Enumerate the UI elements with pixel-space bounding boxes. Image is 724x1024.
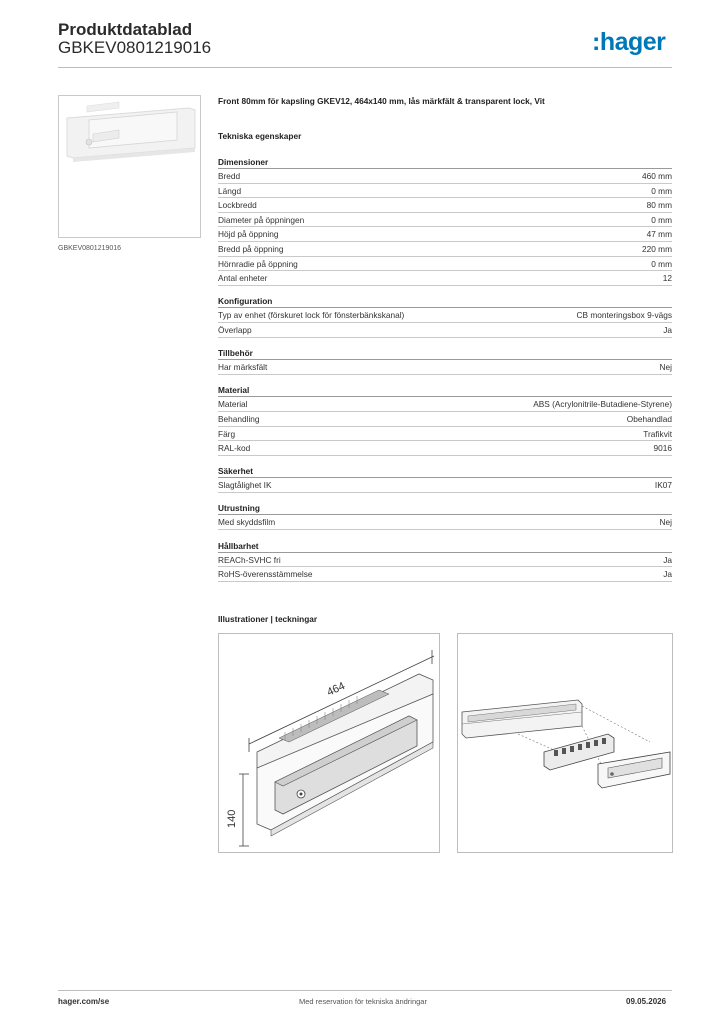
spec-label: Bredd [218, 171, 241, 181]
document-title: Produktdatablad [58, 20, 193, 39]
spec-value: Ja [663, 554, 672, 565]
tech-specs-heading: Tekniska egenskaper [218, 131, 302, 141]
image-caption: GBKEV0801219016 [58, 245, 122, 252]
spec-label: Bredd på öppning [218, 243, 284, 254]
section-title: Tillbehör [218, 347, 672, 360]
spec-label: Längd [218, 185, 242, 196]
spec-row [218, 227, 672, 242]
spec-label: Behandling [218, 413, 260, 424]
dimension-drawing [218, 633, 440, 853]
spec-value: Obehandlad [626, 413, 672, 424]
section-title: Konfiguration [218, 295, 672, 308]
spec-label: Diameter på öppningen [218, 214, 305, 225]
spec-section [218, 540, 672, 582]
spec-value: Ja [663, 324, 672, 335]
section-title: Säkerhet [218, 465, 672, 478]
spec-label: Färg [218, 428, 236, 439]
product-photo [58, 95, 201, 238]
spec-label: Typ av enhet (förskuret lock för fönsterbänkskanal) [218, 310, 405, 321]
spec-row [218, 427, 672, 442]
spec-row [218, 308, 672, 323]
spec-row [218, 184, 672, 199]
spec-row [218, 213, 672, 228]
assembly-drawing [457, 633, 673, 853]
section-title: Dimensioner [218, 156, 672, 169]
spec-value: 0 mm [651, 258, 672, 269]
spec-value: 0 mm [651, 185, 672, 196]
spec-section [218, 502, 672, 530]
spec-row [218, 257, 672, 272]
spec-value: Ja [663, 569, 672, 580]
footer-disclaimer: Med reservation för tekniska ändringar [299, 997, 427, 1006]
spec-row [218, 271, 672, 286]
footer-divider [58, 990, 672, 991]
spec-label: Har märksfält [218, 362, 268, 373]
spec-value: 80 mm [646, 200, 672, 211]
spec-row [218, 242, 672, 257]
spec-value: 220 mm [642, 243, 672, 254]
spec-label: RAL-kod [218, 443, 251, 454]
hager-logo: :hager [592, 28, 666, 56]
section-title: Hållbarhet [218, 540, 672, 553]
spec-row [218, 169, 672, 184]
section-title: Utrustning [218, 502, 672, 515]
spec-label: Höjd på öppning [218, 229, 279, 240]
footer-date: 09.05.2026 [626, 997, 667, 1006]
spec-section [218, 465, 672, 493]
spec-row [218, 478, 672, 493]
spec-row [218, 441, 672, 456]
spec-row [218, 515, 672, 530]
spec-value: Nej [659, 362, 672, 373]
spec-label: Med skyddsfilm [218, 517, 276, 528]
dimension-drawing-svg [219, 634, 439, 852]
spec-row [218, 412, 672, 427]
spec-label: Slagtålighet IK [218, 480, 272, 491]
spec-row [218, 198, 672, 213]
spec-label: Överlapp [218, 324, 252, 335]
spec-value: CB monteringsbox 9-vägs [576, 310, 672, 321]
spec-value: 12 [662, 273, 672, 284]
spec-row [218, 553, 672, 568]
spec-value: Trafikvit [643, 428, 672, 439]
spec-value: 0 mm [651, 214, 672, 225]
spec-section [218, 295, 672, 337]
spec-label: Material [218, 399, 248, 410]
product-front-image [59, 96, 200, 237]
spec-row [218, 323, 672, 338]
spec-value: Nej [659, 517, 672, 528]
spec-section [218, 156, 672, 286]
spec-label: REACh-SVHC fri [218, 554, 281, 565]
spec-section [218, 347, 672, 375]
spec-value: 9016 [653, 443, 672, 454]
spec-label: Lockbredd [218, 200, 257, 211]
spec-section [218, 384, 672, 455]
spec-value: ABS (Acrylonitrile-Butadiene-Styrene) [533, 399, 672, 410]
assembly-drawing-svg [458, 634, 672, 852]
product-title: Front 80mm för kapsling GKEV12, 464x140 mm, lås märkfält & transparent lock, Vit [218, 96, 545, 106]
width-dimension-label: 464 [325, 680, 347, 699]
spec-label: Hörnradie på öppning [218, 258, 298, 269]
spec-row [218, 397, 672, 412]
spec-row [218, 360, 672, 375]
section-title: Material [218, 384, 672, 397]
spec-value: 47 mm [646, 229, 672, 240]
spec-label: RoHS-överensstämmelse [218, 569, 313, 580]
illustrations-heading: Illustrationer | teckningar [218, 614, 318, 624]
spec-row [218, 567, 672, 582]
spec-value: IK07 [654, 480, 672, 491]
spec-sections [218, 150, 672, 582]
spec-label: Antal enheter [218, 273, 268, 284]
height-dimension-label: 140 [226, 809, 238, 828]
footer-website: hager.com/se [58, 997, 110, 1006]
header-divider [58, 67, 672, 68]
spec-value: 460 mm [642, 171, 672, 181]
product-code: GBKEV0801219016 [58, 38, 212, 57]
